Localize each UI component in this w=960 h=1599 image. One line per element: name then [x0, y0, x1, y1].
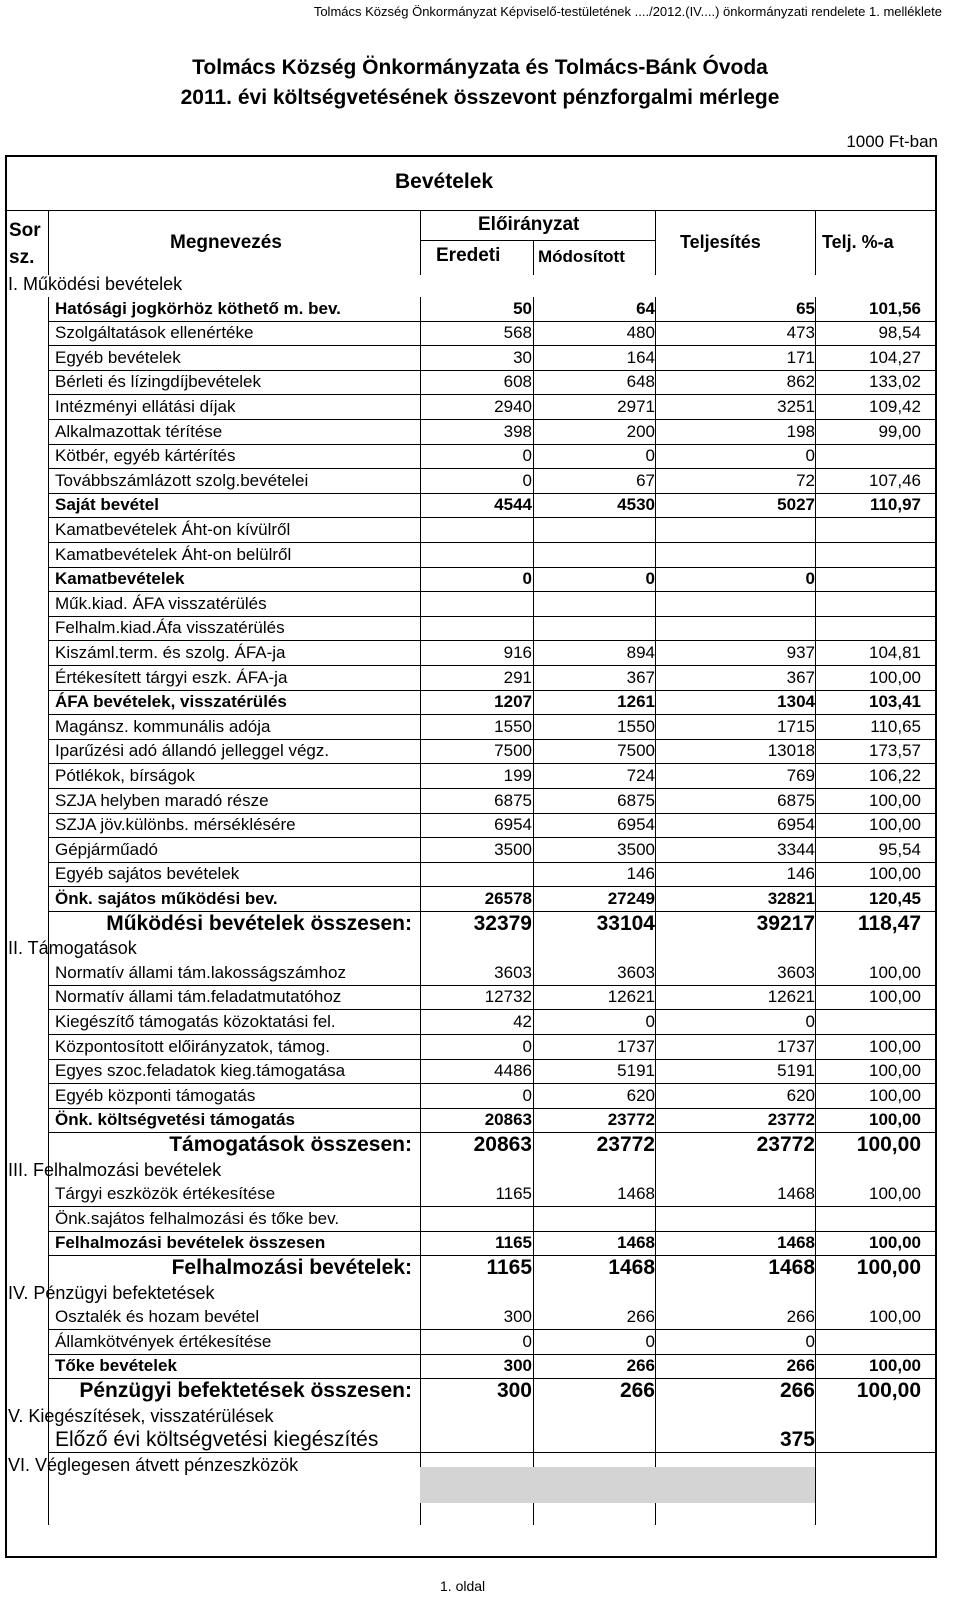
total-row	[0, 1379, 960, 1404]
modositott-value: 27249	[607, 889, 655, 908]
telj-pct-value: 120,45	[869, 889, 921, 908]
telj-pct-value: 101,56	[869, 299, 921, 318]
table-row	[0, 1207, 960, 1232]
modositott-value: 480	[626, 323, 655, 342]
teljesites-value: 3251	[777, 397, 815, 416]
modositott-value: 1261	[617, 692, 655, 711]
telj-pct-value: 100,00	[856, 1256, 921, 1279]
row-label: Önk.sajátos felhalmozási és tőke bev.	[55, 1209, 340, 1228]
eredeti-value: 1207	[494, 692, 532, 711]
row-label: Kötbér, egyéb kártérítés	[55, 446, 236, 465]
modositott-value: 1468	[617, 1184, 655, 1203]
eredeti-value: 4486	[494, 1061, 532, 1080]
modositott-value: 23772	[607, 1110, 655, 1129]
row-label: Felhalm.kiad.Áfa visszatérülés	[55, 618, 285, 637]
eredeti-value: 199	[503, 766, 532, 785]
modositott-value: 2971	[617, 397, 655, 416]
teljesites-value: 6875	[777, 791, 815, 810]
telj-pct-value: 100,00	[856, 1379, 921, 1402]
teljesites-value: 1468	[777, 1184, 815, 1203]
header-note: Tolmács Község Önkormányzat Képviselő-testületének ..../2012.(IV....) önkormányzati rendelete 1. melléklete	[313, 4, 942, 19]
table-row	[0, 1084, 960, 1109]
teljesites-value: 937	[786, 643, 815, 662]
teljesites-value: 171	[786, 348, 815, 367]
modositott-value: 6954	[617, 815, 655, 834]
eredeti-value: 1165	[495, 1184, 532, 1203]
telj-pct-header: Telj. %-a	[822, 232, 894, 252]
table-row	[0, 567, 960, 592]
telj-pct-value: 100,00	[869, 668, 921, 687]
row-label: Kamatbevételek Áht-on kívülről	[55, 520, 291, 539]
eredeti-value: 291	[503, 668, 532, 687]
section-row	[0, 936, 960, 961]
telj-pct-value: 106,22	[869, 766, 921, 785]
teljesites-value: 266	[786, 1356, 815, 1375]
modositott-value: 67	[636, 471, 655, 490]
row-label: Továbbszámlázott szolg.bevételei	[55, 471, 309, 490]
row-label: Kiegészítő támogatás közoktatási fel.	[55, 1012, 336, 1031]
row-label: II. Támogatások	[8, 938, 137, 958]
telj-pct-value: 100,00	[856, 1133, 921, 1156]
teljesites-value: 1468	[777, 1233, 815, 1252]
table-row	[0, 346, 960, 371]
modositott-value: 266	[626, 1307, 655, 1326]
teljesites-value: 769	[786, 766, 815, 785]
table-row	[0, 715, 960, 740]
eredeti-value: 0	[522, 1332, 532, 1351]
eredeti-value: 20863	[473, 1133, 532, 1156]
modositott-value: 6875	[617, 791, 655, 810]
table-row	[0, 1354, 960, 1379]
modositott-value: 164	[626, 348, 655, 367]
eredeti-value: 0	[522, 1086, 532, 1105]
row-label: Egyéb központi támogatás	[55, 1086, 256, 1105]
table-row	[0, 862, 960, 887]
eredeti-value: 0	[522, 446, 532, 465]
table-row	[0, 764, 960, 789]
teljesites-value: 198	[786, 422, 815, 441]
eredeti-value: 398	[503, 422, 532, 441]
teljesites-value: 0	[805, 1012, 815, 1031]
modositott-value: 64	[636, 299, 655, 318]
teljesites-value: 32821	[767, 889, 815, 908]
modositott-value: 0	[645, 1332, 655, 1351]
telj-pct-value: 100,00	[869, 1061, 921, 1080]
table-row	[0, 1035, 960, 1060]
modositott-value: 1550	[617, 717, 655, 736]
modositott-value: 724	[626, 766, 655, 785]
row-label: Normatív állami tám.lakosságszámhoz	[55, 963, 346, 982]
row-label: Egyes szoc.feladatok kieg.támogatása	[55, 1061, 346, 1080]
table-row	[0, 370, 960, 395]
eredeti-value: 608	[503, 372, 532, 391]
eredeti-value: 300	[496, 1379, 532, 1402]
eredeti-value: 20863	[484, 1110, 532, 1129]
teljesites-value: 146	[786, 864, 815, 883]
teljesites-value: 367	[786, 668, 815, 687]
table-row	[0, 592, 960, 617]
table-row	[0, 395, 960, 420]
modositott-value: 3500	[617, 840, 655, 859]
telj-pct-value: 100,00	[869, 1233, 921, 1252]
eredeti-value: 30	[513, 348, 532, 367]
teljesites-value: 620	[786, 1086, 815, 1105]
table-row	[0, 838, 960, 863]
document-title-line1: Tolmács Község Önkormányzata és Tolmács-Bánk Óvoda	[192, 56, 768, 79]
table-row	[0, 297, 960, 322]
table-row	[0, 641, 960, 666]
teljesites-value: 12621	[767, 987, 815, 1006]
telj-pct-value: 100,00	[869, 963, 921, 982]
row-label: Egyéb bevételek	[55, 348, 181, 367]
teljesites-value: 5027	[777, 495, 815, 514]
eredeti-value: 26578	[484, 889, 532, 908]
row-label: Pénzügyi befektetések összesen:	[79, 1379, 412, 1402]
group-title: Bevételek	[395, 170, 494, 193]
telj-pct-value: 133,02	[869, 372, 921, 391]
modositott-value: 3603	[617, 963, 655, 982]
telj-pct-value: 100,00	[869, 1110, 921, 1129]
sor-header: Sor	[9, 220, 41, 241]
row-label: Intézményi ellátási díjak	[55, 397, 236, 416]
modositott-value: 894	[626, 643, 655, 662]
row-label: Gépjárműadó	[55, 840, 159, 859]
row-label: Önk. költségvetési támogatás	[55, 1110, 295, 1129]
eredeti-value: 6954	[494, 815, 532, 834]
telj-pct-value: 100,00	[869, 987, 921, 1006]
modositott-value: 1468	[617, 1233, 655, 1252]
eredeti-value: 6875	[494, 791, 532, 810]
teljesites-value: 1737	[777, 1037, 815, 1056]
teljesites-value: 23772	[756, 1133, 815, 1156]
table-row	[0, 789, 960, 814]
modositott-value: 33104	[596, 912, 655, 935]
eredeti-value: 916	[503, 643, 532, 662]
modositott-value: 0	[645, 1012, 655, 1031]
teljesites-value: 3603	[777, 963, 815, 982]
table-row	[0, 985, 960, 1010]
row-label: Egyéb sajátos bevételek	[55, 864, 240, 883]
table-row	[0, 739, 960, 764]
document-title-line2: 2011. évi költségvetésének összevont pénzforgalmi mérlege	[180, 86, 780, 109]
table-row	[0, 961, 960, 986]
teljesites-value: 13018	[767, 741, 815, 760]
telj-pct-value: 173,57	[869, 741, 921, 760]
telj-pct-value: 100,00	[869, 1307, 921, 1326]
row-label: Tárgyi eszközök értékesítése	[55, 1184, 276, 1203]
table-row	[0, 887, 960, 912]
modositott-value: 146	[626, 864, 655, 883]
eredeti-value: 3603	[494, 963, 532, 982]
section-row	[0, 1453, 960, 1478]
modositott-value: 7500	[617, 741, 655, 760]
row-label: ÁFA bevételek, visszatérülés	[55, 692, 287, 711]
eredeti-value: 7500	[494, 741, 532, 760]
table-row	[0, 469, 960, 494]
eloiranyzat-header: Előirányzat	[478, 214, 580, 235]
row-label: V. Kiegészítések, visszatérülések	[8, 1406, 274, 1426]
row-label: Támogatások összesen:	[169, 1133, 412, 1156]
teljesites-value: 72	[796, 471, 815, 490]
row-label: I. Működési bevételek	[8, 274, 183, 294]
eredeti-value: 0	[522, 471, 532, 490]
teljesites-value: 0	[805, 569, 815, 588]
section-row	[0, 272, 960, 297]
table-row	[0, 616, 960, 641]
total-row	[0, 1256, 960, 1281]
row-label: SZJA helyben maradó része	[55, 791, 269, 810]
teljesites-value: 1304	[777, 692, 815, 711]
modositott-value: 1468	[608, 1256, 655, 1279]
row-label: Osztalék és hozam bevétel	[55, 1307, 260, 1326]
eredeti-value: 3500	[494, 840, 532, 859]
modositott-value: 266	[619, 1379, 655, 1402]
telj-pct-value: 100,00	[869, 1184, 921, 1203]
row-label: Kamatbevételek Áht-on belülről	[55, 545, 292, 564]
row-label: Saját bevétel	[55, 495, 159, 514]
page-number: 1. oldal	[440, 1578, 486, 1594]
table-row	[0, 493, 960, 518]
telj-pct-value: 118,47	[857, 912, 921, 935]
teljesites-value: 862	[786, 372, 815, 391]
telj-pct-value: 104,81	[869, 643, 921, 662]
modositott-value: 367	[626, 668, 655, 687]
telj-pct-value: 98,54	[878, 323, 921, 342]
eredeti-value: 1165	[495, 1233, 532, 1252]
section-row	[0, 1281, 960, 1306]
modositott-value: 1737	[617, 1037, 655, 1056]
teljesites-value: 39217	[756, 912, 815, 935]
table-row	[0, 666, 960, 691]
row-label: Önk. sajátos működési bev.	[55, 889, 278, 908]
total-row	[0, 1133, 960, 1158]
telj-pct-value: 100,00	[869, 815, 921, 834]
teljesites-value: 0	[805, 1332, 815, 1351]
eredeti-value: 12732	[484, 987, 532, 1006]
row-label: III. Felhalmozási bevételek	[8, 1160, 222, 1180]
row-label: Értékesített tárgyi eszk. ÁFA-ja	[55, 668, 288, 687]
eredeti-header: Eredeti	[436, 245, 501, 266]
eredeti-value: 1165	[486, 1256, 532, 1279]
teljesites-header: Teljesítés	[680, 232, 761, 252]
telj-pct-value: 103,41	[869, 692, 921, 711]
modositott-value: 0	[645, 569, 655, 588]
modositott-value: 5191	[617, 1061, 655, 1080]
eredeti-value: 1550	[494, 717, 532, 736]
telj-pct-value: 107,46	[869, 471, 921, 490]
modositott-header: Módosított	[538, 247, 625, 266]
eredeti-value: 0	[522, 569, 532, 588]
row-label: Felhalmozási bevételek:	[171, 1256, 412, 1279]
table-row	[0, 813, 960, 838]
eredeti-value: 300	[503, 1356, 532, 1375]
row-label: Magánsz. kommunális adója	[55, 717, 271, 736]
megnevezes-header: Megnevezés	[170, 232, 282, 253]
teljesites-value: 266	[786, 1307, 815, 1326]
table-row	[0, 1305, 960, 1330]
teljesites-value: 5191	[777, 1061, 815, 1080]
row-label: Szolgáltatások ellenértéke	[55, 323, 254, 342]
row-label: Kamatbevételek	[55, 569, 185, 588]
eredeti-value: 50	[513, 299, 532, 318]
telj-pct-value: 95,54	[878, 840, 921, 859]
telj-pct-value: 110,65	[870, 717, 921, 736]
sz-header: sz.	[9, 247, 35, 268]
table-row	[0, 420, 960, 445]
table-row	[0, 444, 960, 469]
row-label: IV. Pénzügyi befektetések	[8, 1283, 215, 1303]
teljesites-value: 266	[779, 1379, 815, 1402]
modositott-value: 12621	[607, 987, 655, 1006]
table-row	[0, 543, 960, 568]
row-label: Bérleti és lízingdíjbevételek	[55, 372, 262, 391]
modositott-value: 23772	[596, 1133, 655, 1156]
row-label: Iparűzési adó állandó jelleggel végz.	[55, 741, 330, 760]
table-row	[0, 1059, 960, 1084]
eredeti-value: 32379	[473, 912, 532, 935]
teljesites-value: 1715	[777, 717, 815, 736]
telj-pct-value: 100,00	[869, 1037, 921, 1056]
row-label: Pótlékok, bírságok	[55, 766, 195, 785]
row-label: Működési bevételek összesen:	[106, 912, 412, 935]
modositott-value: 620	[626, 1086, 655, 1105]
section-row	[0, 1404, 960, 1429]
row-label: Államkötvények értékesítése	[55, 1332, 272, 1351]
total-row	[0, 1428, 960, 1453]
table-row	[0, 1010, 960, 1035]
row-label: SZJA jöv.különbs. mérséklésére	[55, 815, 296, 834]
teljesites-value: 6954	[777, 815, 815, 834]
row-label: Felhalmozási bevételek összesen	[55, 1233, 326, 1252]
telj-pct-value: 110,97	[869, 495, 921, 514]
eredeti-value: 300	[503, 1307, 532, 1326]
teljesites-value: 375	[779, 1428, 815, 1451]
row-label: Előző évi költségvetési kiegészítés	[55, 1428, 379, 1451]
modositott-value: 266	[626, 1356, 655, 1375]
table-row	[0, 1182, 960, 1207]
teljesites-value: 23772	[767, 1110, 815, 1129]
table-row	[0, 1330, 960, 1355]
teljesites-value: 473	[786, 323, 815, 342]
row-label: VI. Véglegesen átvett pénzeszközök	[8, 1455, 299, 1475]
telj-pct-value: 109,42	[869, 397, 921, 416]
eredeti-value: 0	[522, 1037, 532, 1056]
section-row	[0, 1158, 960, 1183]
row-label: Műk.kiad. ÁFA visszatérülés	[55, 594, 267, 613]
modositott-value: 4530	[617, 495, 655, 514]
telj-pct-value: 100,00	[869, 791, 921, 810]
eredeti-value: 4544	[494, 495, 532, 514]
eredeti-value: 2940	[494, 397, 532, 416]
telj-pct-value: 100,00	[869, 1086, 921, 1105]
modositott-value: 648	[626, 372, 655, 391]
telj-pct-value: 99,00	[878, 422, 921, 441]
telj-pct-value: 100,00	[869, 864, 921, 883]
unit-label: 1000 Ft-ban	[846, 132, 938, 151]
eredeti-value: 568	[503, 323, 532, 342]
teljesites-value: 1468	[768, 1256, 815, 1279]
table-row	[0, 690, 960, 715]
telj-pct-value: 104,27	[869, 348, 921, 367]
total-row	[0, 912, 960, 937]
row-label: Központosított előirányzatok, támog.	[55, 1037, 330, 1056]
modositott-value: 0	[645, 446, 655, 465]
teljesites-value: 3344	[777, 840, 815, 859]
row-label: Hatósági jogkörhöz köthető m. bev.	[55, 299, 341, 318]
table-row	[0, 1108, 960, 1133]
table-row	[0, 321, 960, 346]
teljesites-value: 65	[796, 299, 815, 318]
teljesites-value: 0	[805, 446, 815, 465]
row-label: Tőke bevételek	[55, 1356, 177, 1375]
telj-pct-value: 100,00	[869, 1356, 921, 1375]
eredeti-value: 42	[513, 1012, 532, 1031]
table-row	[0, 518, 960, 543]
modositott-value: 200	[626, 422, 655, 441]
row-label: Kiszáml.term. és szolg. ÁFA-ja	[55, 643, 286, 662]
row-label: Normatív állami tám.feladatmutatóhoz	[55, 987, 342, 1006]
table-row	[0, 1231, 960, 1256]
row-label: Alkalmazottak térítése	[55, 422, 223, 441]
